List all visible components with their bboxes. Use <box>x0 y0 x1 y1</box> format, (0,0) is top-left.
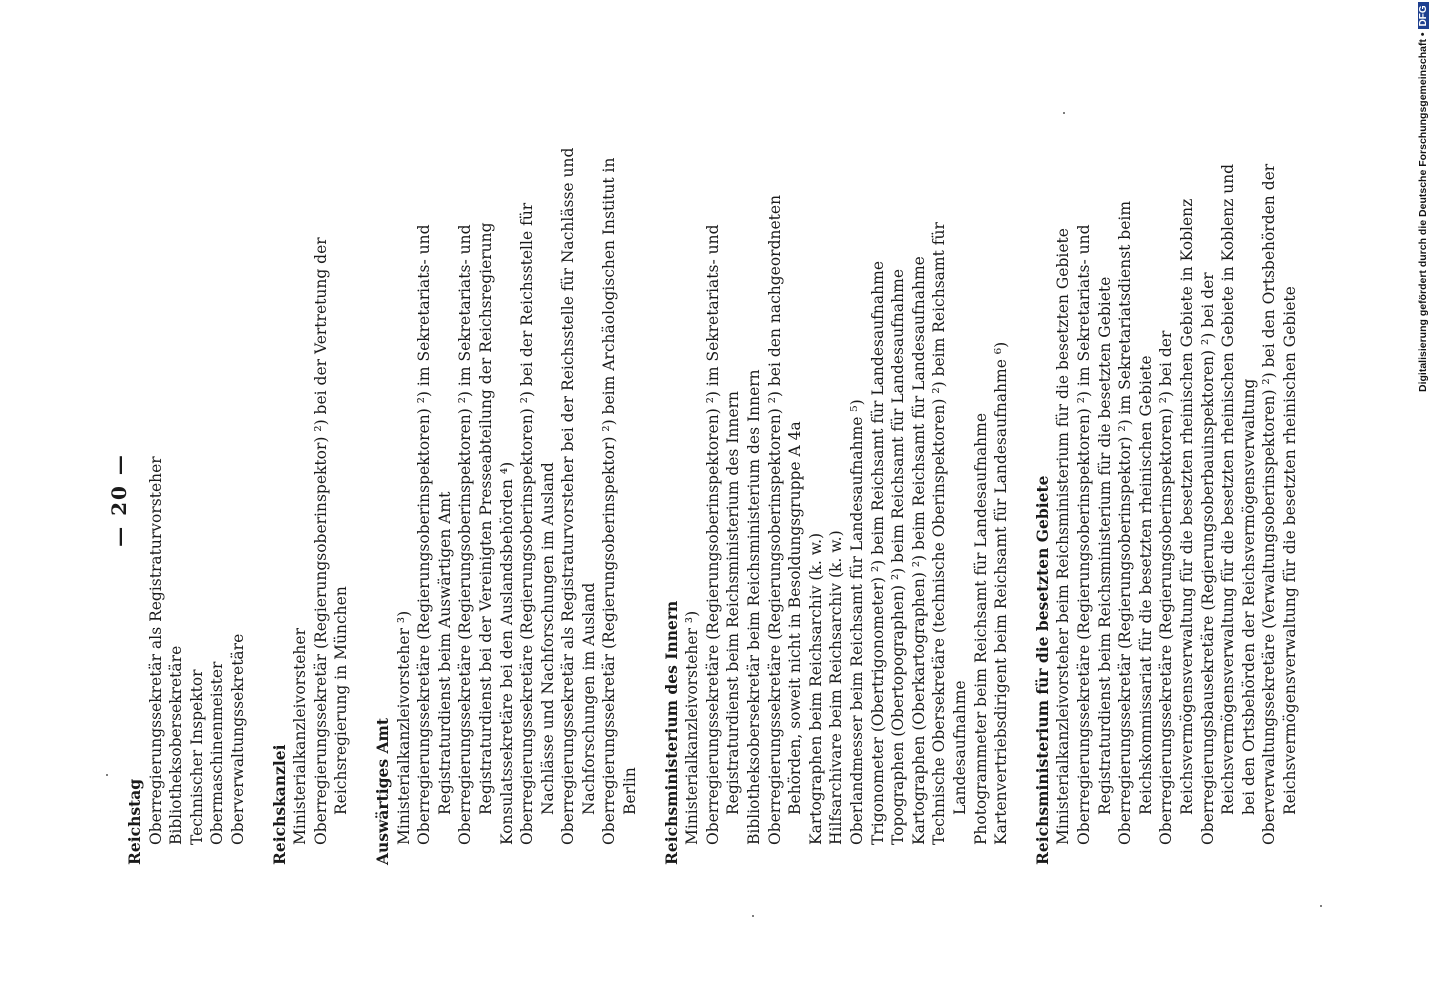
list-item: Photogrammeter beim Reichsamt für Landesaufnahme <box>971 412 990 845</box>
list-item: Ministerialkanzleivorsteher ³) <box>683 610 702 845</box>
list-item: Bibliotheksobersekretär beim Reichsministerium des Innern <box>745 369 764 845</box>
list-item: Trigonometer (Obertrigonometer) ²) beim Reichsamt für Landesaufnahme <box>868 261 887 845</box>
list-item: Kartographen beim Reichsarchiv (k. w.) <box>806 532 825 845</box>
list-item: Oberverwaltungssekretäre <box>228 633 247 845</box>
list-item: Oberregierungssekretär (Regierungsoberinspektor) ²) bei der Vertretung der Reichsregierung in München <box>311 237 351 845</box>
list-item: Oberregierungssekretär als Registraturvorsteher bei der Reichsstelle für Nachlässe und Nachforschungen im Ausland <box>559 147 598 845</box>
list-item: Obermaschinenmeister <box>208 661 227 845</box>
section-reichsministerium-besetzte-gebiete <box>1033 135 1301 865</box>
list-item: Hilfsarchivare beim Reichsarchiv (k. w.) <box>827 530 846 845</box>
list-item: Oberregierungssekretäre (Regierungsoberinspektoren) ²) im Sekretariats- und Registraturdienst bei der Vereinigten Presseabteilung der Reichsregierung <box>456 222 495 845</box>
section-heading: Reichskanzlei <box>269 744 289 865</box>
list-item: Konsulatssekretäre bei den Auslandsbehörden ⁴) <box>497 461 516 845</box>
list-item: Oberregierungssekretäre (Regierungsoberinspektoren) ²) bei der Reichsvermögensverwaltung für die besetzten rheinischen Gebiete in Koblenz <box>1157 198 1196 845</box>
credit-text: Digitalisierung gefördert durch die Deutsche Forschungsgemeinschaft • <box>1417 32 1429 392</box>
scan-speck <box>752 915 754 917</box>
list-item: Oberregierungsbausekretäre (Regierungsoberbauinspektoren) ²) bei der Reichsvermögensverwaltung für die besetzten rheinischen Gebiete in Koblenz und bei den Ortsbehörden der Reichsvermögensverwaltung <box>1198 163 1258 845</box>
rotated-page-body <box>85 135 1299 865</box>
list-item: Oberregierungssekretäre (Regierungsoberinspektoren) ²) im Sekretariats- und Registraturdienst beim Reichsministerium für die besetzten Gebiete <box>1074 224 1114 845</box>
page-number: — 20 — <box>107 453 131 547</box>
list-item: Kartographen (Oberkartographen) ²) beim Reichsamt für Landesaufnahme <box>909 256 928 845</box>
list-item: Oberregierungssekretär (Regierungsoberinspektor) ²) beim Archäologischen Institut in Berlin <box>600 157 640 845</box>
section-reichskanzlei <box>270 135 352 865</box>
list-item: Oberregierungssekretär als Registraturvorsteher <box>146 456 165 845</box>
list-item: Bibliotheksobersekretäre <box>167 645 186 845</box>
scan-speck <box>1320 905 1322 907</box>
section-heading: Reichsministerium des Innern <box>661 600 681 865</box>
list-item: Ministerialkanzleivorsteher beim Reichsministerium für die besetzten Gebiete <box>1054 228 1073 845</box>
list-item: Oberregierungssekretäre (Regierungsoberinspektoren) ²) im Sekretariats- und Registraturdienst beim Auswärtigen Amt <box>415 224 454 845</box>
list-item: Oberregierungssekretäre (Regierungsoberinspektoren) ²) bei der Reichsstelle für Nachlässe und Nachforschungen im Ausland <box>518 202 557 845</box>
digitization-credit <box>1417 2 1429 392</box>
section-heading: Reichsministerium für die besetzten Gebiete <box>1032 475 1052 865</box>
list-of-positions <box>125 135 1321 865</box>
list-item: Technische Obersekretäre (technische Oberinspektoren) ²) beim Reichsamt für Landesaufnahme <box>930 222 969 845</box>
list-item: Oberverwaltungssekretäre (Verwaltungsoberinspektoren) ²) bei den Ortsbehörden der Reichsvermögensverwaltung für die besetzten rheinischen Gebiete <box>1260 163 1299 845</box>
list-item: Ministerialkanzleivorsteher ³) <box>394 610 413 845</box>
list-item: Ministerialkanzleivorsteher <box>291 628 310 845</box>
list-item: Oberregierungssekretäre (Regierungsoberinspektoren) ²) bei den nachgeordneten Behörden, soweit nicht in Besoldungsgruppe A 4a <box>765 194 805 845</box>
section-auswaertiges-amt <box>373 135 641 865</box>
scan-speck <box>106 774 108 776</box>
list-item: Kartenvertriebsdirigent beim Reichsamt für Landesaufnahme ⁶) <box>992 341 1011 845</box>
list-item: Oberregierungssekretär (Regierungsoberinspektor) ²) im Sekretariatsdienst beim Reichskommissariat für die besetzten rheinischen Gebiete <box>1116 200 1155 845</box>
section-reichstag <box>125 135 249 865</box>
section-reichsministerium-des-innern <box>662 135 1012 865</box>
list-item: Topographen (Obertopographen) ²) beim Reichsamt für Landesaufnahme <box>889 269 908 845</box>
list-item: Oberlandmesser beim Reichsamt für Landesaufnahme ⁵) <box>848 399 866 845</box>
scan-speck <box>1063 112 1065 114</box>
section-heading: Reichstag <box>125 778 144 865</box>
list-item: Technischer Inspektor <box>187 669 206 845</box>
list-item: Oberregierungssekretäre (Regierungsoberinspektoren) ²) im Sekretariats- und Registraturdienst beim Reichsministerium des Innern <box>703 224 743 845</box>
section-heading: Auswärtiges Amt <box>372 717 392 865</box>
dfg-logo: DFG <box>1418 2 1429 29</box>
